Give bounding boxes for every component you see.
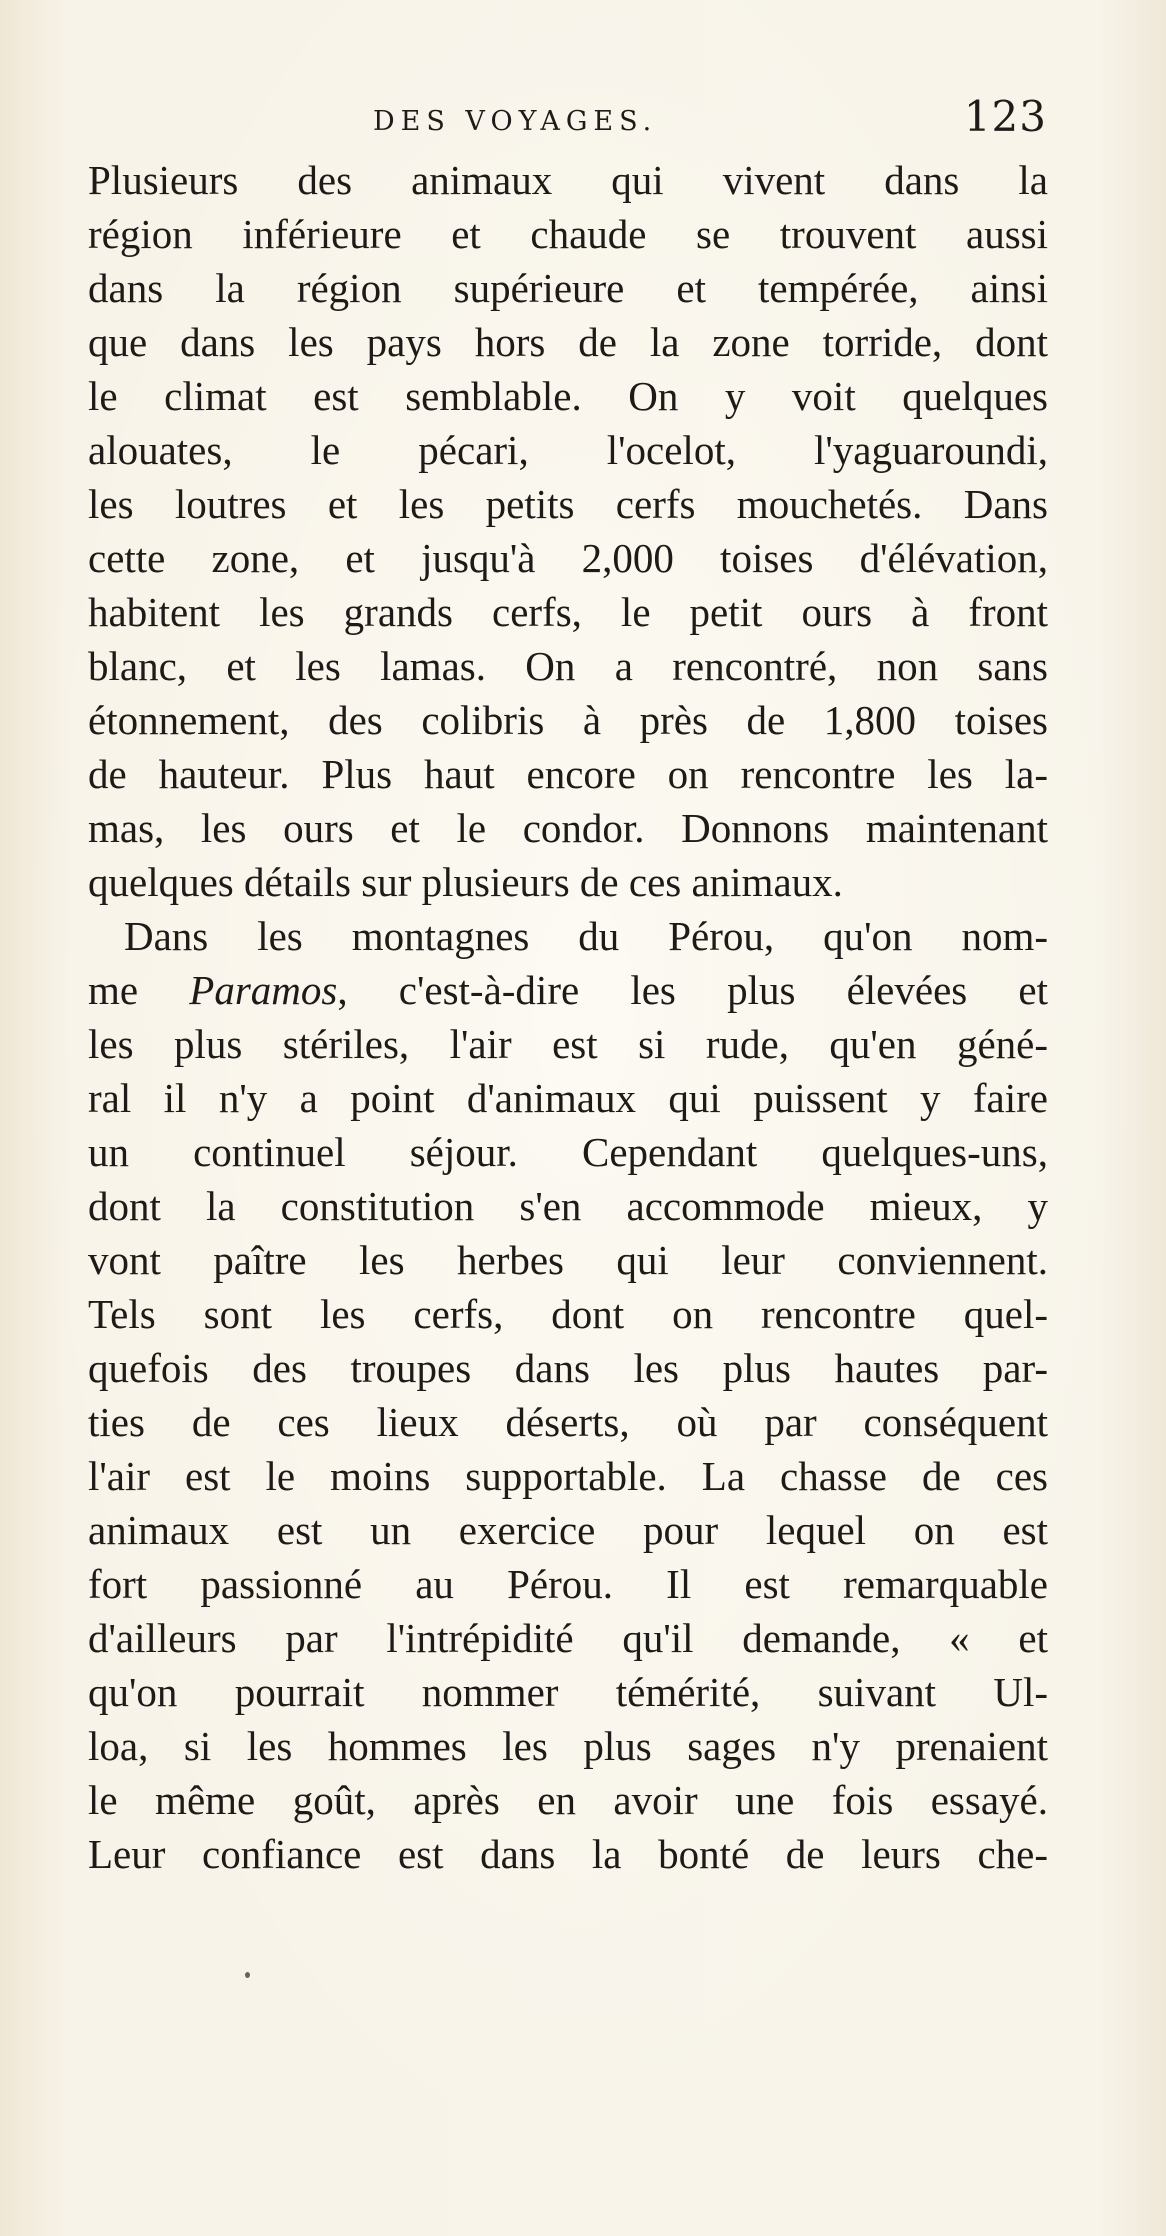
text-fragment: , c'est-à-dire les plus élevées et bbox=[337, 967, 1049, 1013]
text-line: région inférieure et chaude se trouvent aussi bbox=[88, 211, 1048, 257]
text-line: Leur confiance est dans la bonté de leurs che- bbox=[88, 1831, 1048, 1877]
text-line: fort passionné au Pérou. Il est remarquable bbox=[88, 1561, 1048, 1607]
italic-term: Paramos bbox=[189, 967, 338, 1013]
text-line: d'ailleurs par l'intrépidité qu'il demande, « et bbox=[88, 1615, 1048, 1661]
text-line: blanc, et les lamas. On a rencontré, non sans bbox=[88, 643, 1048, 689]
text-line: alouates, le pécari, l'ocelot, l'yaguaroundi, bbox=[88, 427, 1048, 473]
text-line: les loutres et les petits cerfs mouchetés. Dans bbox=[88, 481, 1048, 527]
text-line: étonnement, des colibris à près de 1,800 toises bbox=[88, 697, 1048, 743]
text-line: le même goût, après en avoir une fois essayé. bbox=[88, 1777, 1048, 1823]
text-line: animaux est un exercice pour lequel on est bbox=[88, 1507, 1048, 1553]
text-line: Dans les montagnes du Pérou, qu'on nom- bbox=[124, 913, 1048, 959]
text-line: cette zone, et jusqu'à 2,000 toises d'élévation, bbox=[88, 535, 1048, 581]
text-line: quefois des troupes dans les plus hautes par- bbox=[88, 1345, 1048, 1391]
text-line: dont la constitution s'en accommode mieux, y bbox=[88, 1183, 1048, 1229]
text-line: Plusieurs des animaux qui vivent dans la bbox=[88, 157, 1048, 203]
text-line: l'air est le moins supportable. La chasse de ces bbox=[88, 1453, 1048, 1499]
text-line-with-italic bbox=[88, 963, 1048, 1017]
text-line: qu'on pourrait nommer témérité, suivant Ul- bbox=[88, 1669, 1048, 1715]
text-line: loa, si les hommes les plus sages n'y prenaient bbox=[88, 1723, 1048, 1769]
ink-speck bbox=[245, 1972, 250, 1978]
text-line: mas, les ours et le condor. Donnons maintenant bbox=[88, 805, 1048, 851]
page-number: 123 bbox=[963, 92, 1047, 141]
text-line: dans la région supérieure et tempérée, ainsi bbox=[88, 265, 1048, 311]
body-text bbox=[88, 153, 1048, 1881]
text-line: habitent les grands cerfs, le petit ours à front bbox=[88, 589, 1048, 635]
text-line: ties de ces lieux déserts, où par conséquent bbox=[88, 1399, 1048, 1445]
text-line: que dans les pays hors de la zone torride, dont bbox=[88, 319, 1048, 365]
text-line: quelques détails sur plusieurs de ces animaux. bbox=[88, 859, 843, 905]
text-line: Tels sont les cerfs, dont on rencontre quel- bbox=[88, 1291, 1048, 1337]
text-line: le climat est semblable. On y voit quelques bbox=[88, 373, 1048, 419]
text-line: ral il n'y a point d'animaux qui puissent y faire bbox=[88, 1075, 1048, 1121]
text-line: vont paître les herbes qui leur conviennent. bbox=[88, 1237, 1048, 1283]
running-title: DES VOYAGES. bbox=[373, 106, 658, 137]
text-fragment: me bbox=[88, 967, 190, 1013]
page-header bbox=[155, 92, 1050, 142]
text-line: de hauteur. Plus haut encore on rencontre les la- bbox=[88, 751, 1048, 797]
text-line: les plus stériles, l'air est si rude, qu'en géné- bbox=[88, 1021, 1048, 1067]
text-line: un continuel séjour. Cependant quelques-uns, bbox=[88, 1129, 1048, 1175]
